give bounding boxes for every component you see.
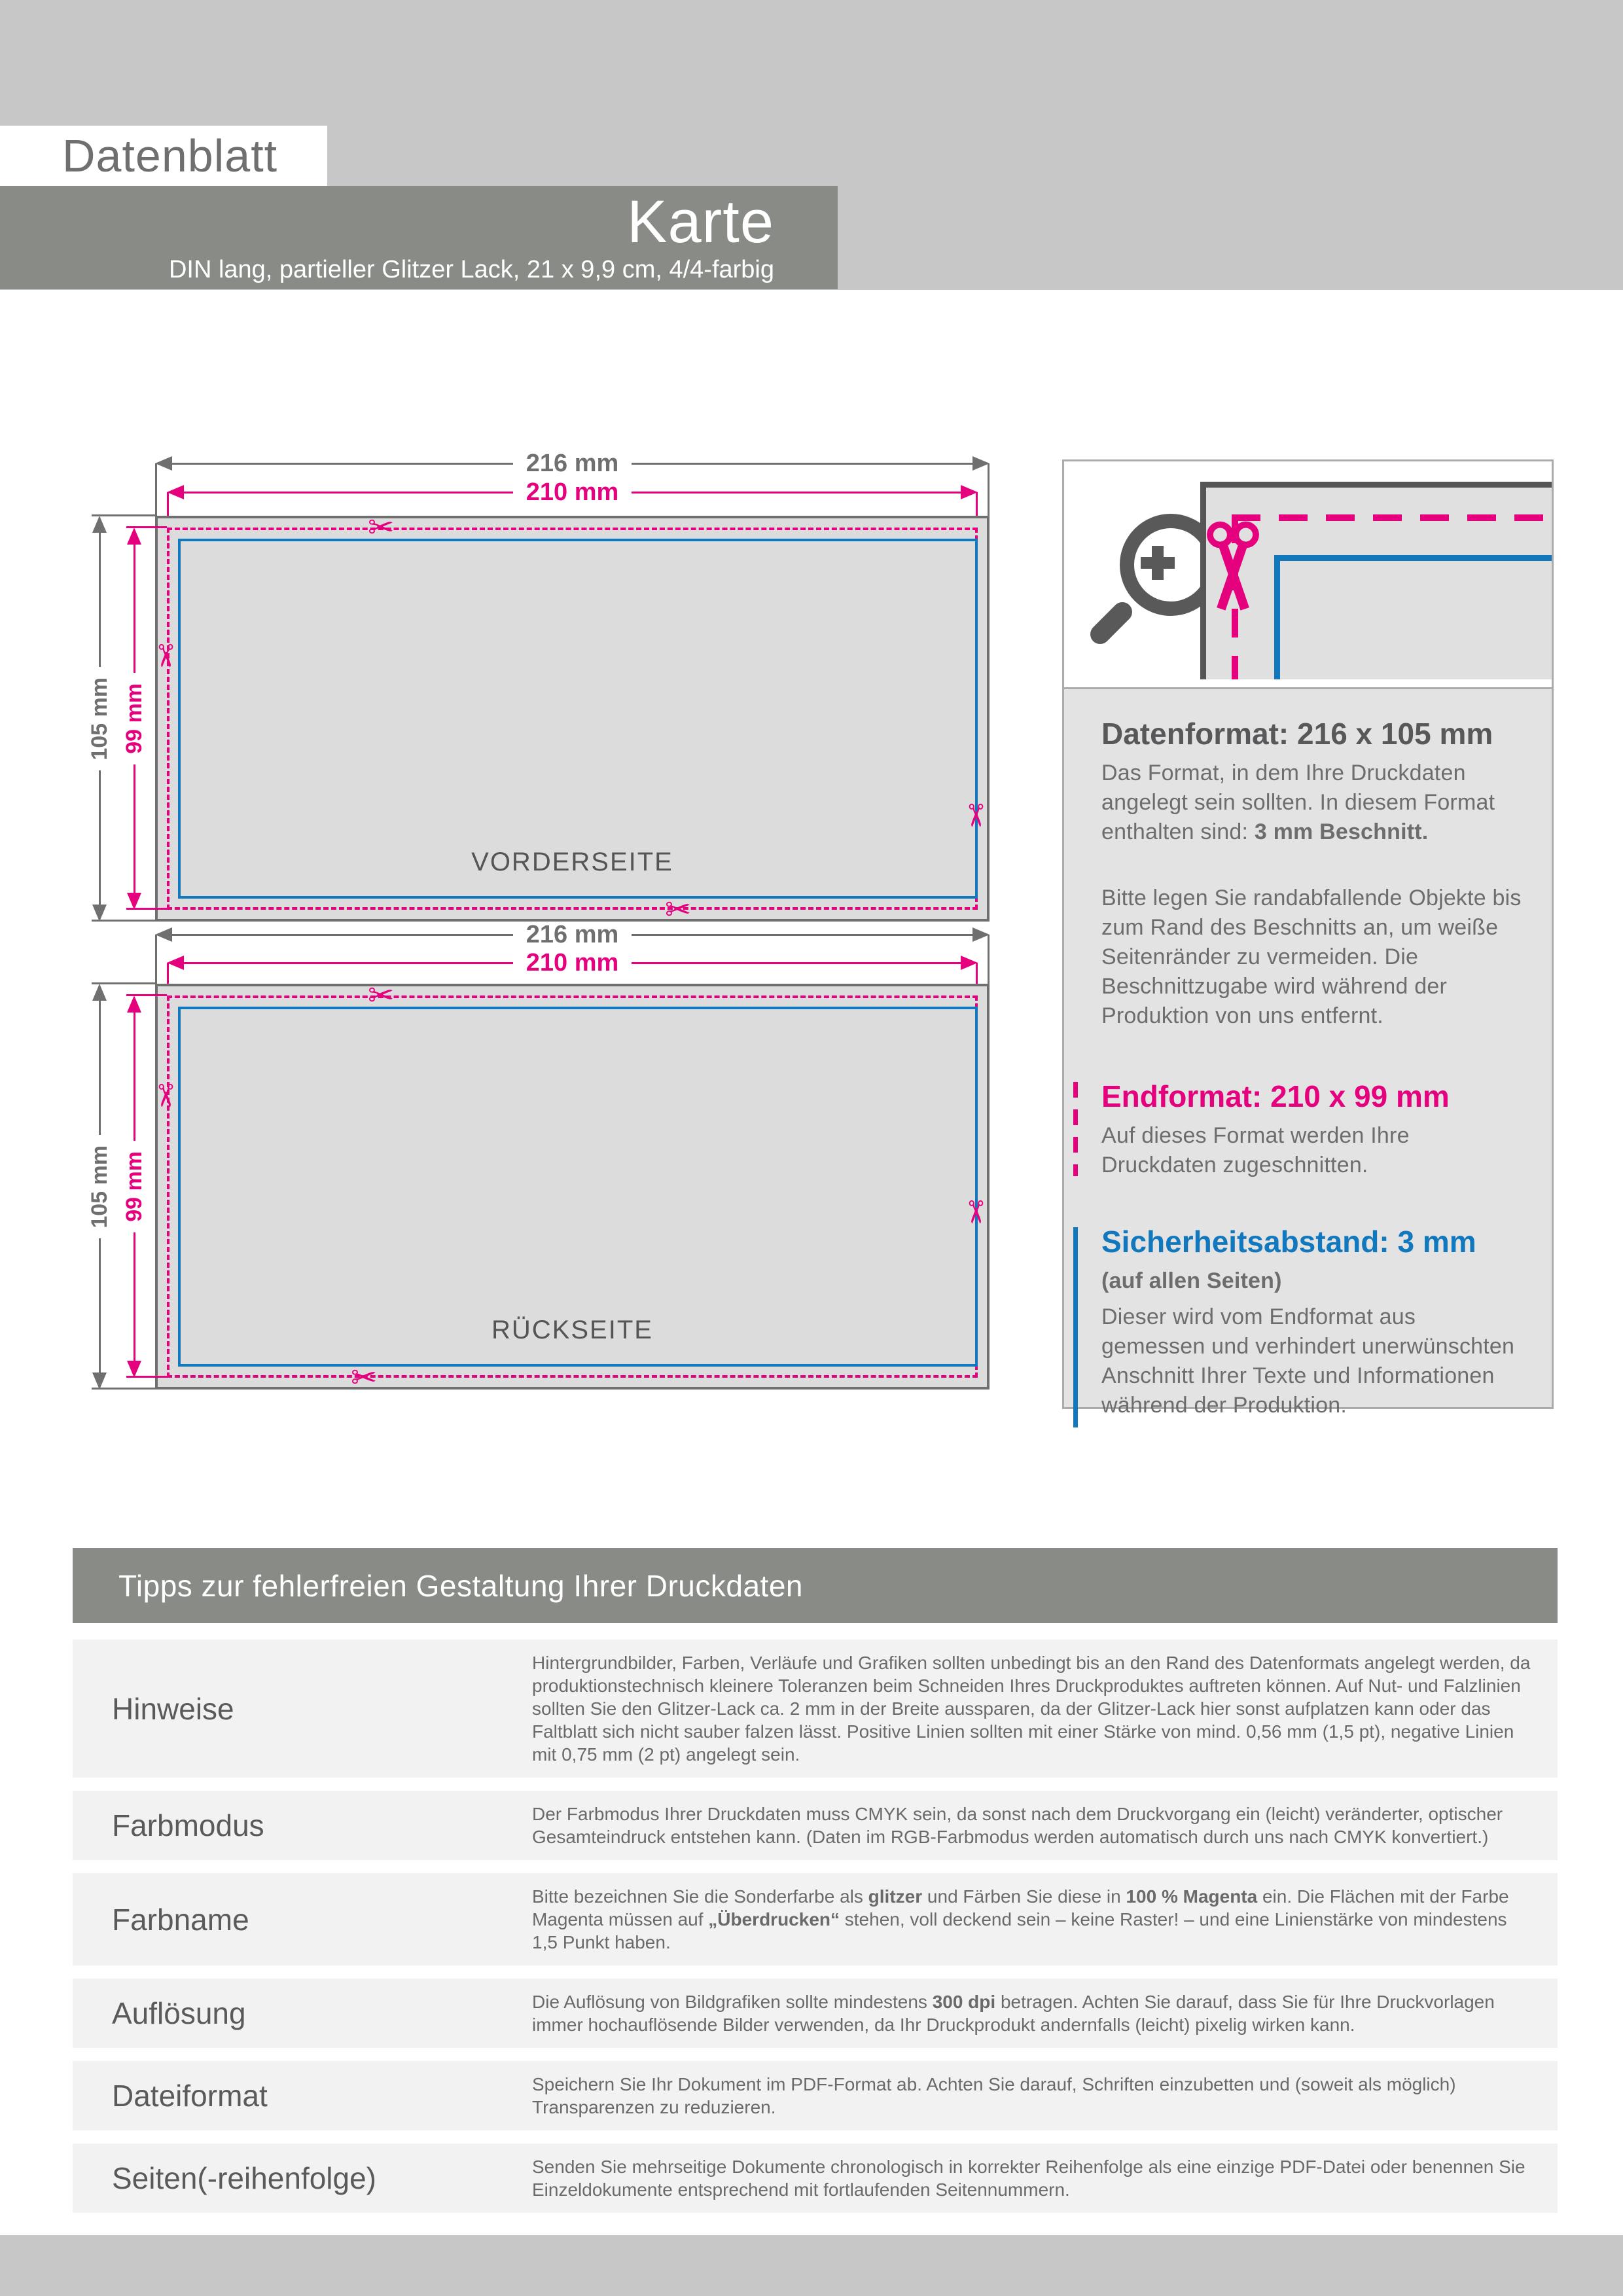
- datenblatt-label-box: [0, 126, 327, 186]
- datenblatt-label: Datenblatt: [62, 130, 278, 181]
- tips-row-seitenreihenfolge: [73, 2144, 1558, 2213]
- format-info-panel: [1062, 689, 1554, 1418]
- trim-line-marker: [1073, 1082, 1078, 1176]
- datenformat-text-1: Das Format, in dem Ihre Druckdaten angelegt sein sollten. In diesem Format enthalten sind: 3 mm Beschnitt.: [1101, 761, 1495, 844]
- back-safety-line: [178, 1007, 978, 1367]
- product-title: Karte: [627, 188, 774, 255]
- tips-table: [73, 1640, 1558, 2226]
- scissors-icon: ✂: [368, 977, 395, 1014]
- safety-line-marker: [1073, 1227, 1078, 1427]
- product-subtitle: DIN lang, partieller Glitzer Lack, 21 x 9,9 cm, 4/4-farbig: [168, 256, 774, 283]
- front-safety-line: [178, 539, 978, 899]
- tips-row-hinweise: [73, 1640, 1558, 1778]
- sicherheitsabstand-subheading: (auf allen Seiten): [1101, 1268, 1282, 1293]
- scissors-icon: ✂: [147, 1082, 184, 1109]
- dim-tick: [126, 526, 167, 528]
- tips-row-label: Hinweise: [112, 1691, 234, 1726]
- dim-tick: [126, 908, 167, 910]
- tips-row-text: Speichern Sie Ihr Dokument im PDF-Format ab. Achten Sie darauf, Schriften einzubetten und (soweit als möglich) Transparenzen zu reduzieren.: [532, 2074, 1456, 2117]
- endformat-heading: Endformat: 210 x 99 mm: [1101, 1079, 1450, 1113]
- dim-216-front-label: 216 mm: [526, 449, 619, 477]
- safety-line-detail: [1274, 555, 1552, 561]
- tips-row-farbmodus: [73, 1791, 1558, 1860]
- dim-tick: [92, 514, 155, 516]
- dim-tick: [155, 935, 157, 985]
- tips-row-farbname: [73, 1873, 1558, 1965]
- tips-section-title: Tipps zur fehlerfreien Gestaltung Ihrer Druckdaten: [118, 1568, 804, 1603]
- tips-section-header: [73, 1548, 1558, 1623]
- dim-105-back-label: 105 mm: [86, 1145, 112, 1229]
- dim-216-back-label: 216 mm: [526, 920, 619, 948]
- dim-210-back: [167, 948, 978, 977]
- safety-line-detail: [1274, 555, 1280, 679]
- tips-row-label: Auflösung: [112, 1996, 246, 2030]
- dim-210-back-label: 210 mm: [526, 948, 619, 977]
- scissors-icon: ✂: [147, 642, 184, 670]
- dim-99-back: [122, 996, 146, 1378]
- tips-row-label: Farbname: [112, 1902, 249, 1937]
- dim-tick: [988, 935, 990, 985]
- dim-105-front: [88, 516, 111, 922]
- dim-tick: [126, 1376, 167, 1378]
- scissors-icon: [1205, 518, 1260, 616]
- tips-row-text: Der Farbmodus Ihrer Druckdaten muss CMYK sein, da sonst nach dem Druckvorgang ein (leicht) veränderter, optischer Gesamteindruck entstehen kann. (Daten im RGB-Farbmodus werden automatisch durch uns nach CMYK konvertiert.): [532, 1804, 1503, 1847]
- tips-row-text: Die Auflösung von Bildgrafiken sollte mindestens 300 dpi betragen. Achten Sie darauf, dass Sie für Ihre Druckvorlagen immer hochauflösende Bilder verwenden, da Ihr Druckprodukt andernfalls (leicht) pixelig wirken kann.: [532, 1992, 1495, 2035]
- datenformat-text-2: Bitte legen Sie randabfallende Objekte bis zum Rand des Beschnitts an, um weiße Seitenränder zu vermeiden. Die Beschnittzugabe wird während der Produktion von uns entfernt.: [1101, 886, 1522, 1028]
- tips-row-text: Bitte bezeichnen Sie die Sonderfarbe als glitzer und Färben Sie diese in 100 % Magenta ein. Die Flächen mit der Farbe Magenta müssen auf „Überdrucken“ stehen, voll deckend sein – keine Raster! – und eine Linienstärke von mindestens 1,5 Punkt haben.: [532, 1886, 1509, 1952]
- sicherheitsabstand-block: [1101, 1223, 1525, 1420]
- scissors-icon: ✂: [957, 1198, 994, 1226]
- endformat-text: Auf dieses Format werden Ihre Druckdaten zugeschnitten.: [1101, 1123, 1410, 1177]
- datenformat-heading: Datenformat: 216 x 105 mm: [1101, 717, 1493, 751]
- tips-row-label: Seiten(-reihenfolge): [112, 2161, 377, 2195]
- dim-tick: [155, 463, 157, 517]
- scissors-icon: ✂: [351, 1359, 378, 1396]
- dim-99-front-label: 99 mm: [121, 683, 147, 754]
- dim-210-front: [167, 480, 978, 504]
- dim-216-front: [155, 449, 990, 477]
- dim-99-front: [122, 528, 146, 910]
- dim-tick: [988, 463, 990, 517]
- datenformat-block: [1101, 715, 1525, 1031]
- scissors-icon: ✂: [957, 802, 994, 829]
- corner-detail-diagram: [1200, 482, 1552, 679]
- dim-105-front-label: 105 mm: [86, 677, 112, 761]
- dim-tick: [92, 1388, 155, 1390]
- tips-row-label: Dateiformat: [112, 2079, 268, 2113]
- scissors-icon: ✂: [368, 509, 395, 546]
- dim-216-back: [155, 920, 990, 948]
- endformat-block: [1101, 1078, 1525, 1180]
- tips-row-text: Hintergrundbilder, Farben, Verläufe und Grafiken sollten unbedingt bis an den Rand des Datenformats angelegt werden, da produktionstechnisch kleinere Toleranzen beim Schneiden Ihres Druckproduktes auftreten können. Auf Nut- und Falzlinien sollten Sie den Glitzer-Lack ca. 2 mm in der Breite aussparen, da der Glitzer-Lack hier sonst aufplatzen kann oder das Faltblatt sich nicht sauber falzen lässt. Positive Linien sollten mit einer Stärke von mind. 0,56 mm (1,5 pt), negative Linien mit 0,75 mm (2 pt) angelegt sein.: [532, 1653, 1531, 1765]
- scissors-icon: ✂: [665, 891, 692, 928]
- sicherheitsabstand-text: Dieser wird vom Endformat aus gemessen und verhindert unerwünschten Anschnitt Ihrer Texte und Informationen während der Produktion.: [1101, 1304, 1515, 1418]
- dim-210-front-label: 210 mm: [526, 478, 619, 506]
- tips-row-aufloesung: [73, 1979, 1558, 2048]
- dim-105-back: [88, 984, 111, 1390]
- product-title-band: [0, 186, 838, 289]
- tips-row-label: Farbmodus: [112, 1808, 264, 1842]
- back-side-label: RÜCKSEITE: [491, 1316, 653, 1344]
- sicherheitsabstand-heading: Sicherheitsabstand: 3 mm: [1101, 1225, 1476, 1259]
- trim-line-detail: [1232, 514, 1552, 521]
- bleed-edge-detail: [1200, 482, 1552, 488]
- tips-row-text: Senden Sie mehrseitige Dokumente chronologisch in korrekter Reihenfolge als eine einzige PDF-Datei oder benennen Sie Einzeldokumente entsprechend mit fortlaufenden Seitennummern.: [532, 2157, 1525, 2200]
- corner-detail-box: [1062, 459, 1554, 689]
- footer-band: [0, 2235, 1623, 2296]
- front-side-label: VORDERSEITE: [471, 848, 673, 876]
- dim-99-back-label: 99 mm: [121, 1151, 147, 1222]
- dim-tick: [92, 982, 155, 984]
- dim-tick: [92, 920, 155, 922]
- dim-tick: [126, 994, 167, 996]
- tips-row-dateiformat: [73, 2061, 1558, 2130]
